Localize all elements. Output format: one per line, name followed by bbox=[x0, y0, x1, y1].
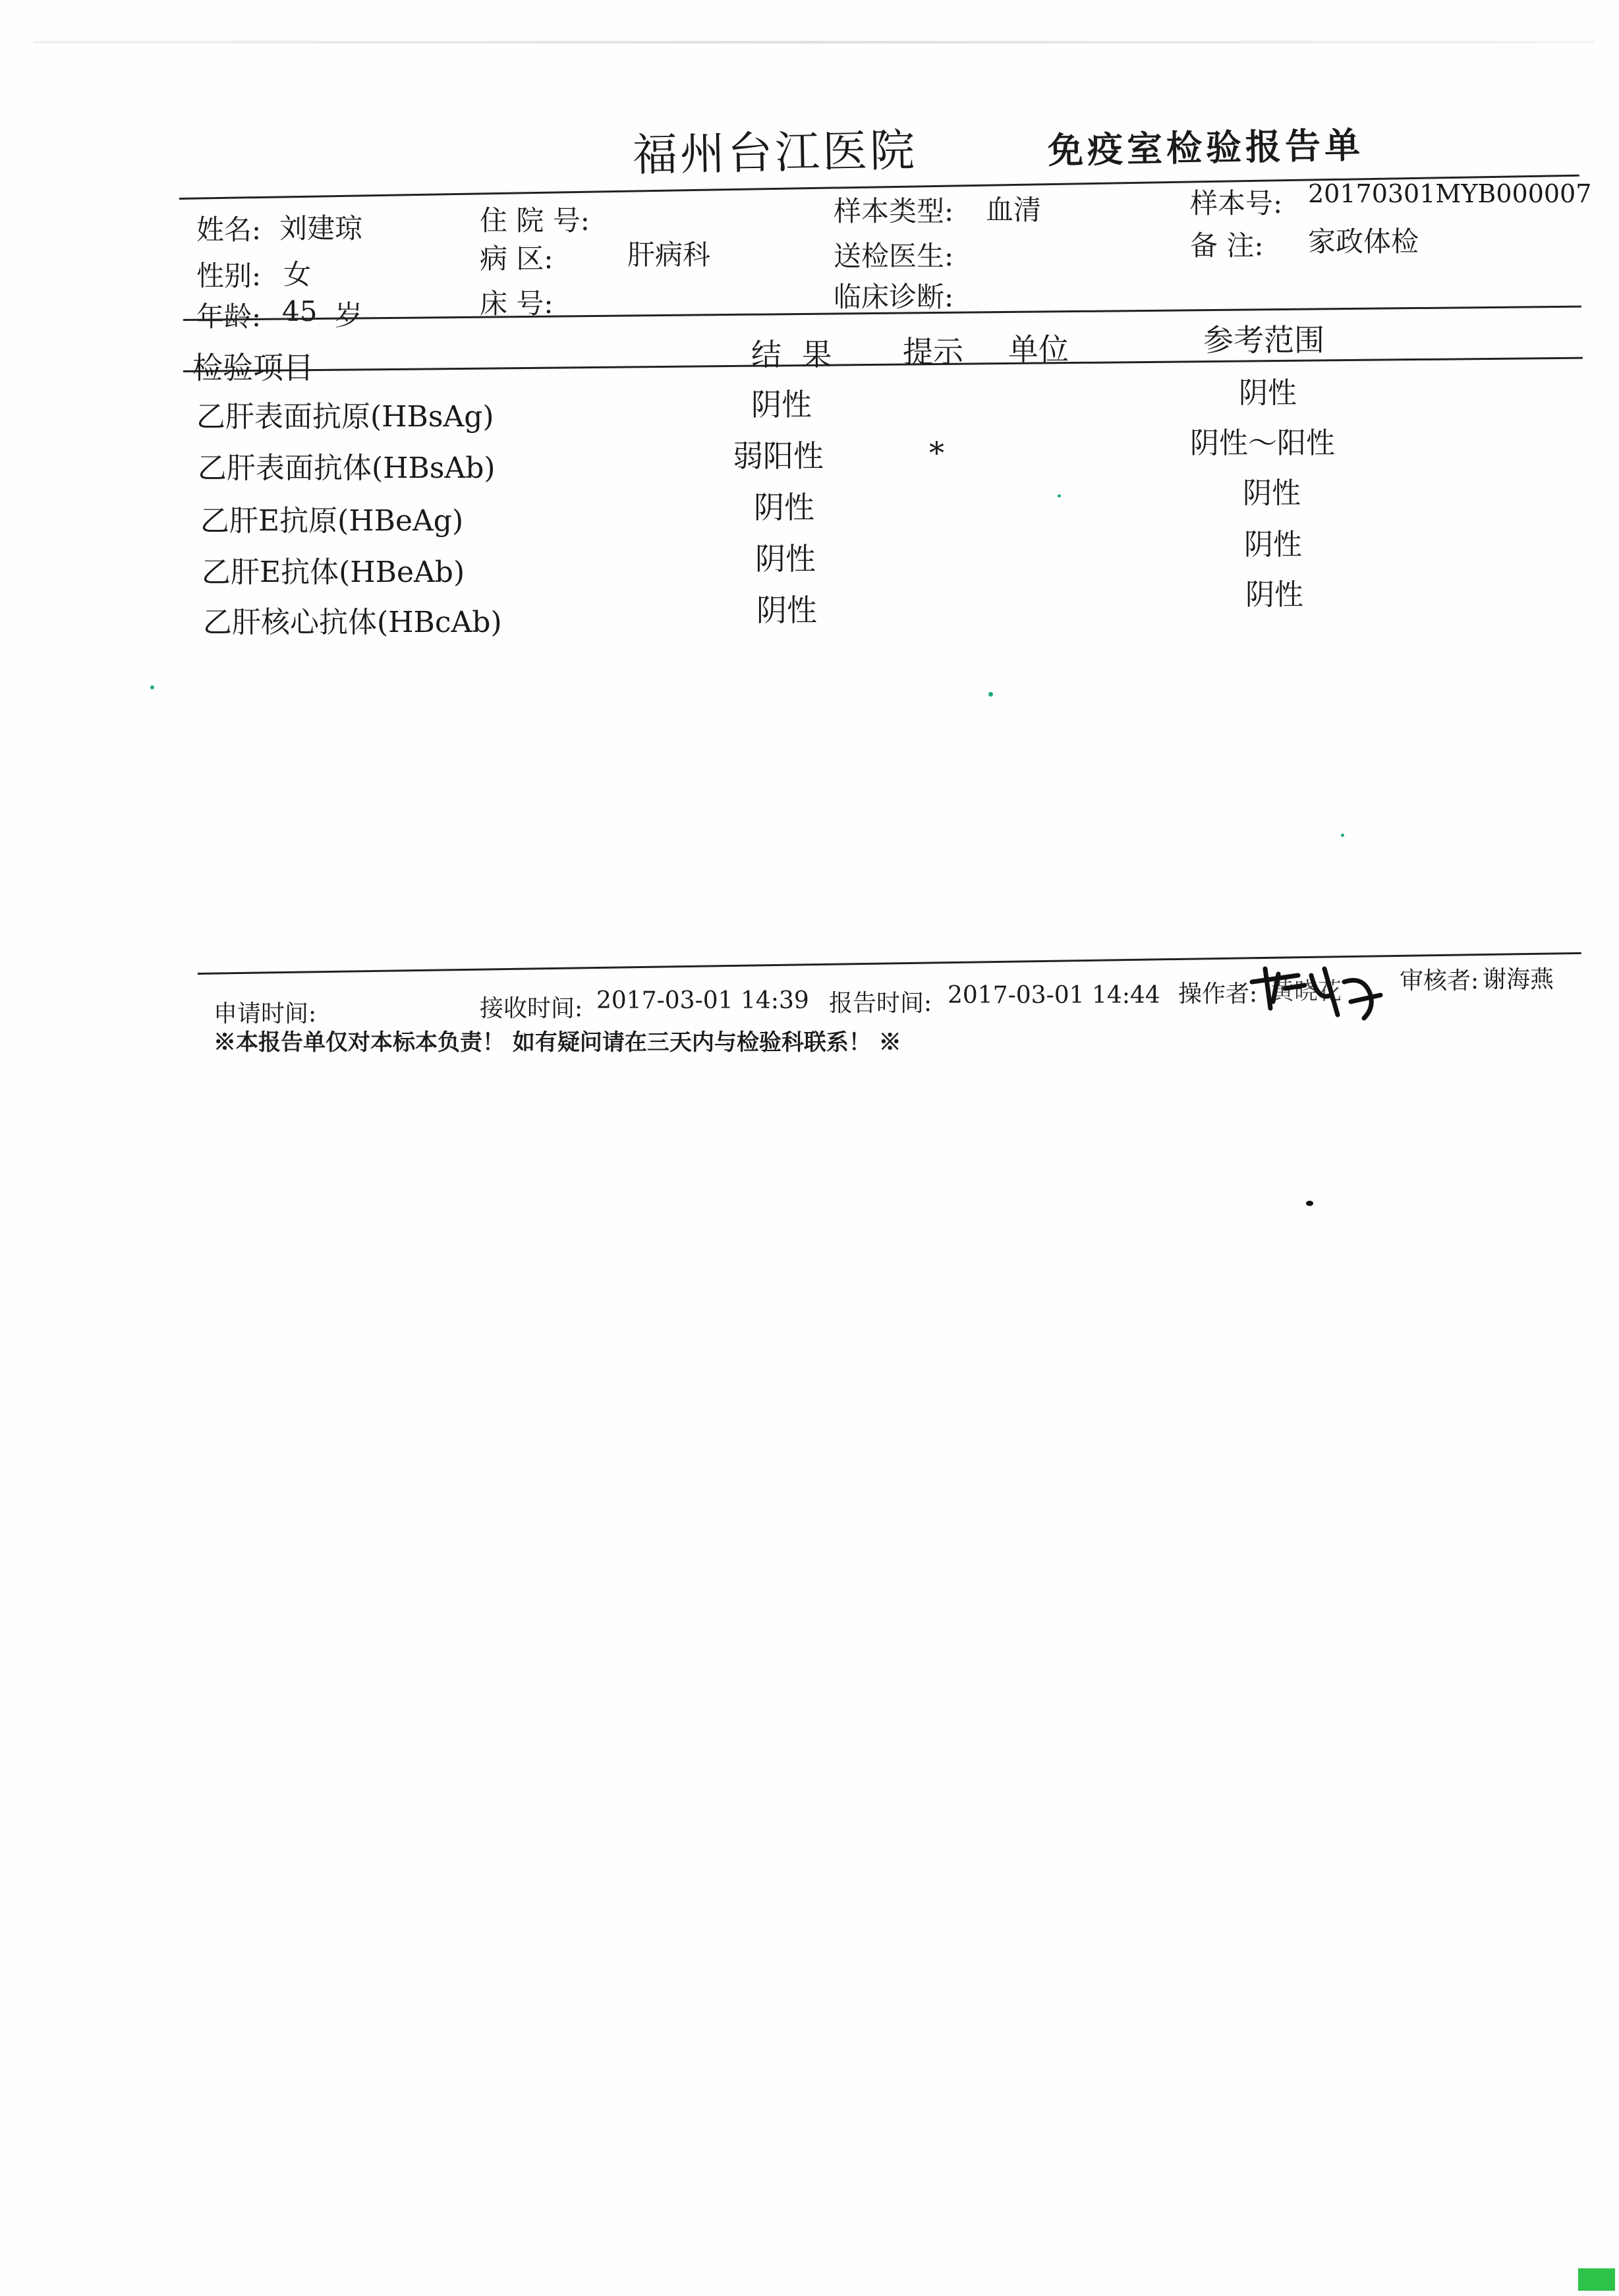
disclaimer-notice: ※本报告单仅对本标本负责！ 如有疑问请在三天内与检验科联系！ ※ bbox=[213, 1029, 901, 1056]
admission-label: 住 院 号: bbox=[480, 204, 590, 237]
operator-value: 黄晓花 bbox=[1270, 978, 1342, 1005]
handwritten-signature bbox=[1239, 956, 1390, 1028]
table-row-reference: 阴性～阳性 bbox=[1190, 426, 1335, 460]
name-label: 姓名: bbox=[196, 214, 262, 246]
table-row-result: 阴性 bbox=[755, 541, 816, 577]
table-row-reference: 阴性 bbox=[1244, 528, 1302, 561]
table-row-result: 阴性 bbox=[756, 592, 817, 628]
scan-edge bbox=[33, 41, 1595, 43]
col-header-item: 检验项目 bbox=[192, 350, 314, 386]
ward-label: 病 区: bbox=[480, 243, 554, 275]
report-time-value: 2017-03-01 14:44 bbox=[948, 982, 1160, 1009]
corner-badge bbox=[1578, 2268, 1615, 2291]
table-row-reference: 阴性 bbox=[1245, 578, 1303, 612]
sample-no-value: 20170301MYB000007 bbox=[1308, 179, 1592, 208]
table-row-item: 乙肝E抗原(HBeAg) bbox=[200, 504, 464, 538]
col-header-unit: 单位 bbox=[1008, 331, 1069, 367]
table-row-result: 阴性 bbox=[751, 387, 812, 422]
gender-label: 性别: bbox=[196, 260, 262, 292]
diagnosis-label: 临床诊断: bbox=[834, 281, 954, 313]
apply-time-label: 申请时间: bbox=[213, 1000, 317, 1027]
receive-time-label: 接收时间: bbox=[480, 995, 583, 1022]
scan-speck bbox=[988, 692, 993, 697]
reviewer-value: 谢海燕 bbox=[1483, 966, 1554, 993]
table-row-result: 阴性 bbox=[754, 490, 814, 525]
age-unit: 岁 bbox=[335, 299, 363, 331]
table-row-reference: 阴性 bbox=[1243, 476, 1301, 510]
hospital-name: 福州台江医院 bbox=[632, 125, 918, 182]
col-header-reference: 参考范围 bbox=[1203, 322, 1324, 358]
sample-type-label: 样本类型: bbox=[834, 195, 954, 227]
col-header-result: 结 果 bbox=[751, 337, 838, 372]
col-header-hint: 提示 bbox=[903, 334, 963, 370]
report-title: 免疫室检验报告单 bbox=[1047, 123, 1365, 172]
ward-value: 肝病科 bbox=[627, 239, 711, 271]
operator-label: 操作者: bbox=[1178, 981, 1258, 1008]
table-row-result: 弱阳性 bbox=[733, 438, 824, 474]
scan-speck bbox=[150, 685, 154, 689]
table-row-item: 乙肝核心抗体(HBcAb) bbox=[203, 606, 502, 639]
header-rule bbox=[183, 357, 1583, 372]
age-value: 45 bbox=[282, 295, 318, 328]
name-value: 刘建琼 bbox=[279, 212, 363, 244]
table-row-reference: 阴性 bbox=[1239, 376, 1297, 410]
scan-speck bbox=[1306, 1201, 1313, 1206]
sample-type-value: 血清 bbox=[986, 194, 1042, 226]
table-row-item: 乙肝E抗体(HBeAb) bbox=[202, 556, 465, 589]
doctor-label: 送检医生: bbox=[834, 240, 954, 272]
remark-value: 家政体检 bbox=[1308, 225, 1419, 258]
scan-speck bbox=[1058, 494, 1061, 498]
receive-time-value: 2017-03-01 14:39 bbox=[596, 987, 809, 1014]
report-time-label: 报告时间: bbox=[829, 990, 932, 1017]
bed-label: 床 号: bbox=[480, 287, 554, 320]
table-row-item: 乙肝表面抗原(HBsAg) bbox=[196, 400, 494, 434]
table-row-hint: * bbox=[929, 435, 944, 471]
scan-speck bbox=[1341, 834, 1344, 837]
table-row-item: 乙肝表面抗体(HBsAb) bbox=[198, 451, 496, 485]
age-label: 年龄: bbox=[196, 301, 262, 333]
remark-label: 备 注: bbox=[1190, 229, 1264, 262]
gender-value: 女 bbox=[283, 258, 312, 291]
sample-no-label: 样本号: bbox=[1190, 187, 1283, 219]
reviewer-label: 审核者: bbox=[1400, 967, 1479, 994]
